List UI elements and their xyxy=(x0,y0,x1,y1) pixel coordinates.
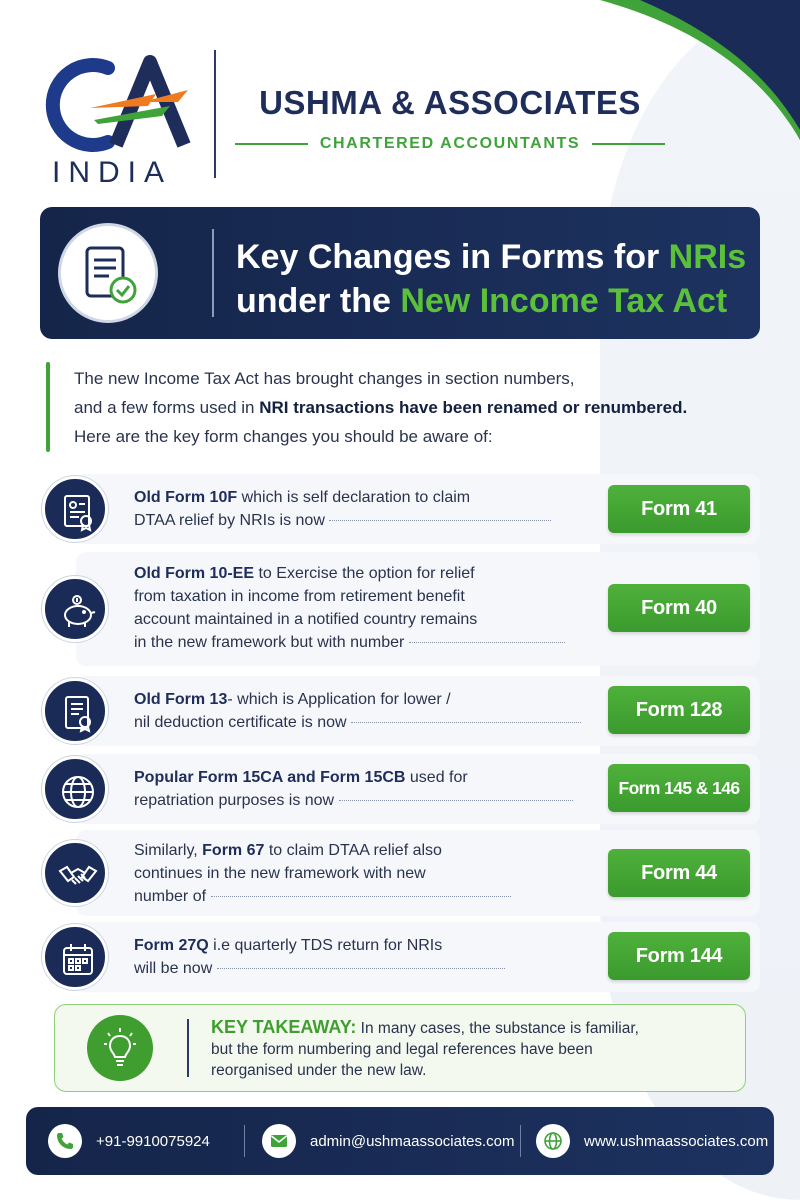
row-desc-line2: continues in the new framework with new xyxy=(134,865,426,882)
row-text xyxy=(134,688,581,734)
takeaway-label: KEY TAKEAWAY: xyxy=(211,1017,357,1037)
form-row-15ca-15cb xyxy=(42,754,760,824)
firm-name: USHMA & ASSOCIATES xyxy=(259,84,641,121)
title-line1: Key Changes in Forms for xyxy=(236,238,669,276)
form-check-icon xyxy=(58,223,158,323)
row-desc-line2: from taxation in income from retirement benefit xyxy=(134,588,465,605)
row-desc-line2: nil deduction certificate is now xyxy=(134,714,347,731)
website-url: www.ushmaassociates.com xyxy=(584,1132,769,1150)
dotted-leader xyxy=(339,800,573,801)
logo-india-text: INDIA xyxy=(52,156,173,189)
row-desc: to Exercise the option for relief xyxy=(254,565,475,582)
new-form-badge: Form 44 xyxy=(608,849,750,897)
row-text xyxy=(134,839,511,908)
intro-line3: Here are the key form changes you should be aware of: xyxy=(74,427,493,446)
globe-icon xyxy=(42,756,108,822)
takeaway-line2: but the form numbering and legal references have been xyxy=(211,1041,593,1058)
row-desc-prefix: Similarly, xyxy=(134,842,203,859)
row-desc-line2: DTAA relief by NRIs is now xyxy=(134,512,325,529)
subtitle-line-left xyxy=(235,143,308,145)
phone-contact[interactable] xyxy=(48,1124,210,1158)
phone-number: +91-9910075924 xyxy=(96,1132,210,1150)
handshake-icon xyxy=(42,840,108,906)
row-text xyxy=(134,766,573,812)
old-form-label: Popular Form 15CA and Form 15CB xyxy=(134,769,406,786)
new-form-badge: Form 145 & 146 xyxy=(608,764,750,812)
takeaway-divider xyxy=(187,1019,189,1077)
title-highlight-act: New Income Tax Act xyxy=(400,282,728,320)
row-desc-line3: account maintained in a notified country remains xyxy=(134,611,478,628)
old-form-label: Old Form 13 xyxy=(134,691,228,708)
form-row-10f xyxy=(42,474,760,544)
website-contact[interactable] xyxy=(536,1124,768,1158)
intro-line2: and a few forms used in xyxy=(74,398,260,417)
old-form-label: Form 67 xyxy=(202,842,265,859)
form-row-13 xyxy=(42,676,760,746)
new-form-badge: Form 41 xyxy=(608,485,750,533)
globe-web-icon xyxy=(536,1124,570,1158)
intro-paragraph xyxy=(74,364,774,451)
old-form-label: Old Form 10-EE xyxy=(134,565,255,582)
new-form-badge: Form 128 xyxy=(608,686,750,734)
firm-subtitle: CHARTERED ACCOUNTANTS xyxy=(319,135,581,152)
footer-separator xyxy=(244,1125,245,1157)
form-row-10ee xyxy=(42,552,760,666)
row-desc: i.e quarterly TDS return for NRIs xyxy=(208,937,443,954)
new-form-badge: Form 144 xyxy=(608,932,750,980)
email-address: admin@ushmaassociates.com xyxy=(310,1132,515,1150)
takeaway-text xyxy=(211,1017,731,1081)
calendar-icon xyxy=(42,924,108,990)
old-form-label: Form 27Q xyxy=(134,937,209,954)
row-desc: - which is Application for lower / xyxy=(227,691,451,708)
row-desc: used for xyxy=(405,769,468,786)
takeaway-line1: In many cases, the substance is familiar, xyxy=(356,1020,639,1037)
contact-footer xyxy=(26,1107,774,1175)
row-desc-line2: will be now xyxy=(134,960,213,977)
intro-line1: The new Income Tax Act has brought changes in section numbers, xyxy=(74,369,575,388)
dotted-leader xyxy=(409,642,565,643)
row-text xyxy=(134,934,505,980)
key-takeaway-box xyxy=(54,1004,746,1092)
header-divider xyxy=(214,50,216,178)
title-line2: under the xyxy=(236,282,401,320)
row-desc-line2: repatriation purposes is now xyxy=(134,792,335,809)
footer-separator xyxy=(520,1125,521,1157)
email-icon xyxy=(262,1124,296,1158)
ca-india-logo xyxy=(38,50,208,189)
row-desc-line3: number of xyxy=(134,888,207,905)
row-text xyxy=(134,562,565,654)
row-desc: to claim DTAA relief also xyxy=(264,842,442,859)
email-contact[interactable] xyxy=(262,1124,514,1158)
intro-line2-bold: NRI transactions have been renamed or renumbered. xyxy=(259,398,688,417)
old-form-label: Old Form 10F xyxy=(134,489,238,506)
phone-icon xyxy=(48,1124,82,1158)
banner-divider xyxy=(212,229,214,317)
row-text xyxy=(134,486,551,532)
piggy-bank-icon xyxy=(42,576,108,642)
dotted-leader xyxy=(211,896,511,897)
dotted-leader xyxy=(351,722,581,723)
firm-subtitle-row xyxy=(235,132,665,156)
form-row-67 xyxy=(42,830,760,916)
header xyxy=(30,40,730,190)
dotted-leader xyxy=(217,968,505,969)
page-title xyxy=(236,235,756,323)
subtitle-line-right xyxy=(592,143,665,145)
id-card-certificate-icon xyxy=(42,476,108,542)
form-row-27q xyxy=(42,922,760,992)
intro-accent-bar xyxy=(46,362,50,452)
lightbulb-icon xyxy=(87,1015,153,1081)
row-desc: which is self declaration to claim xyxy=(237,489,471,506)
title-highlight-nris: NRIs xyxy=(668,238,747,276)
new-form-badge: Form 40 xyxy=(608,584,750,632)
document-certificate-icon xyxy=(42,678,108,744)
title-banner xyxy=(40,207,760,339)
row-desc-line4: in the new framework but with number xyxy=(134,634,405,651)
dotted-leader xyxy=(329,520,551,521)
takeaway-line3: reorganised under the new law. xyxy=(211,1062,427,1079)
